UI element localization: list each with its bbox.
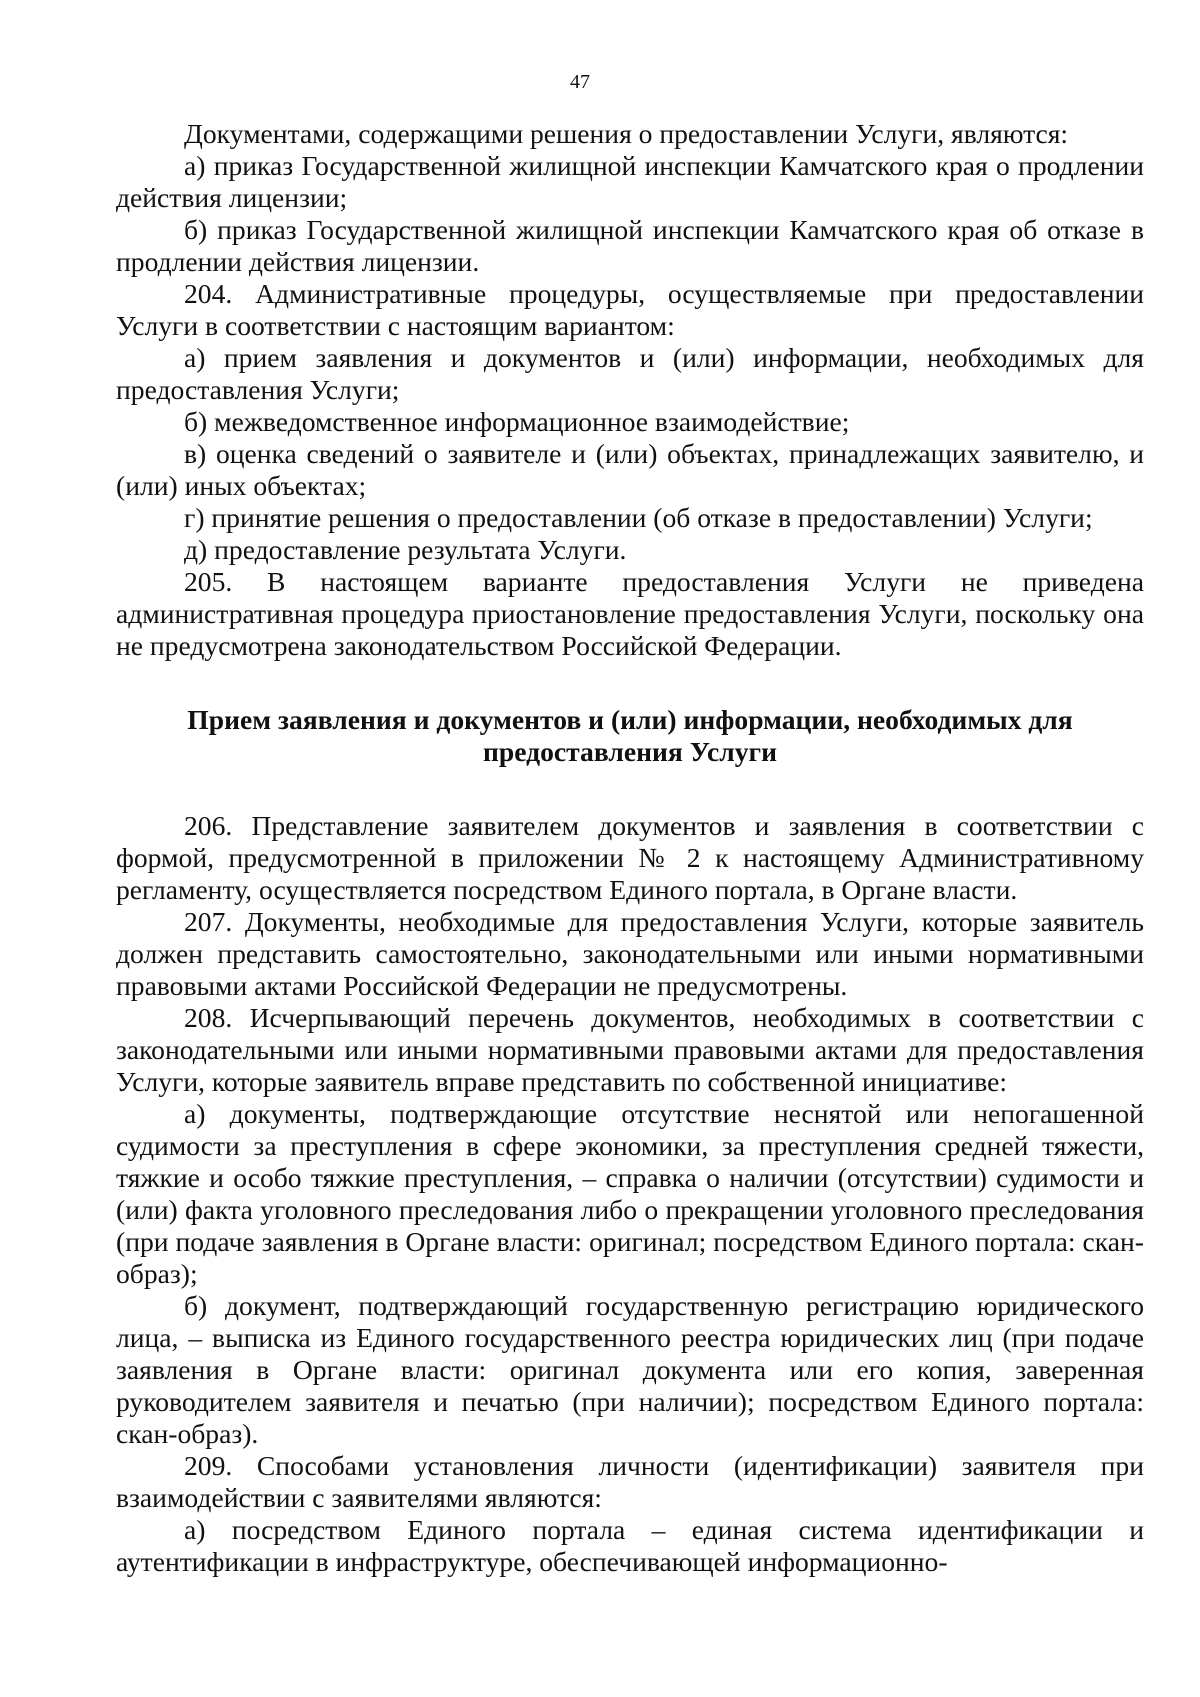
- document-body: [116, 118, 1144, 1578]
- paragraph: Документами, содержащими решения о предоставлении Услуги, являются:: [184, 118, 1069, 149]
- paragraph: 207. Документы, необходимые для предоставления Услуги, которые заявитель должен представить самостоятельно, законодательными или иными нормативными правовыми актами Российской Федерации не предусмотрены.: [116, 906, 1144, 1001]
- paragraph: б) документ, подтверждающий государственную регистрацию юридического лица, – выписка из Единого государственного реестра юридических лиц (при подаче заявления в Органе власти: оригинал документа или его копия, заверенная руководителем заявителя и печатью (при наличии); посредством Единого портала: скан-образ).: [116, 1290, 1144, 1449]
- paragraph: 206. Представление заявителем документов и заявления в соответствии с формой, предусмотренной в приложении № 2 к настоящему Административному регламенту, осуществляется посредством Единого портала, в Органе власти.: [116, 810, 1144, 905]
- paragraph: 209. Способами установления личности (идентификации) заявителя при взаимодействии с заявителями являются:: [116, 1450, 1144, 1513]
- section-heading: Прием заявления и документов и (или) информации, необходимых для предоставления Услуги: [187, 704, 1073, 767]
- paragraph: д) предоставление результата Услуги.: [184, 534, 627, 565]
- paragraph: б) приказ Государственной жилищной инспекции Камчатского края об отказе в продлении действия лицензии.: [116, 214, 1144, 277]
- paragraph: а) документы, подтверждающие отсутствие неснятой или непогашенной судимости за преступления в сфере экономики, за преступления средней тяжести, тяжкие и особо тяжкие преступления, – справка о наличии (отсутствии) судимости и (или) факта уголовного преследования либо о прекращении уголовного преследования (при подаче заявления в Органе власти: оригинал; посредством Единого портала: скан-образ);: [116, 1098, 1144, 1289]
- paragraph: 205. В настоящем варианте предоставления Услуги не приведена административная процедура приостановление предоставления Услуги, поскольку она не предусмотрена законодательством Российской Федерации.: [116, 566, 1144, 661]
- paragraph: а) прием заявления и документов и (или) информации, необходимых для предоставления Услуги;: [116, 342, 1144, 405]
- page-number: 47: [570, 71, 590, 93]
- paragraph: а) посредством Единого портала – единая система идентификации и аутентификации в инфраструктуре, обеспечивающей информационно-: [116, 1514, 1144, 1577]
- paragraph: в) оценка сведений о заявителе и (или) объектах, принадлежащих заявителю, и (или) иных объектах;: [116, 438, 1144, 501]
- paragraph: г) принятие решения о предоставлении (об отказе в предоставлении) Услуги;: [184, 502, 1093, 533]
- paragraph: б) межведомственное информационное взаимодействие;: [184, 406, 850, 437]
- paragraph: 204. Административные процедуры, осуществляемые при предоставлении Услуги в соответствии с настоящим вариантом:: [116, 278, 1144, 341]
- paragraph: а) приказ Государственной жилищной инспекции Камчатского края о продлении действия лицензии;: [116, 150, 1144, 213]
- paragraph: 208. Исчерпывающий перечень документов, необходимых в соответствии с законодательными или иными нормативными правовыми актами для предоставления Услуги, которые заявитель вправе представить по собственной инициативе:: [116, 1002, 1144, 1097]
